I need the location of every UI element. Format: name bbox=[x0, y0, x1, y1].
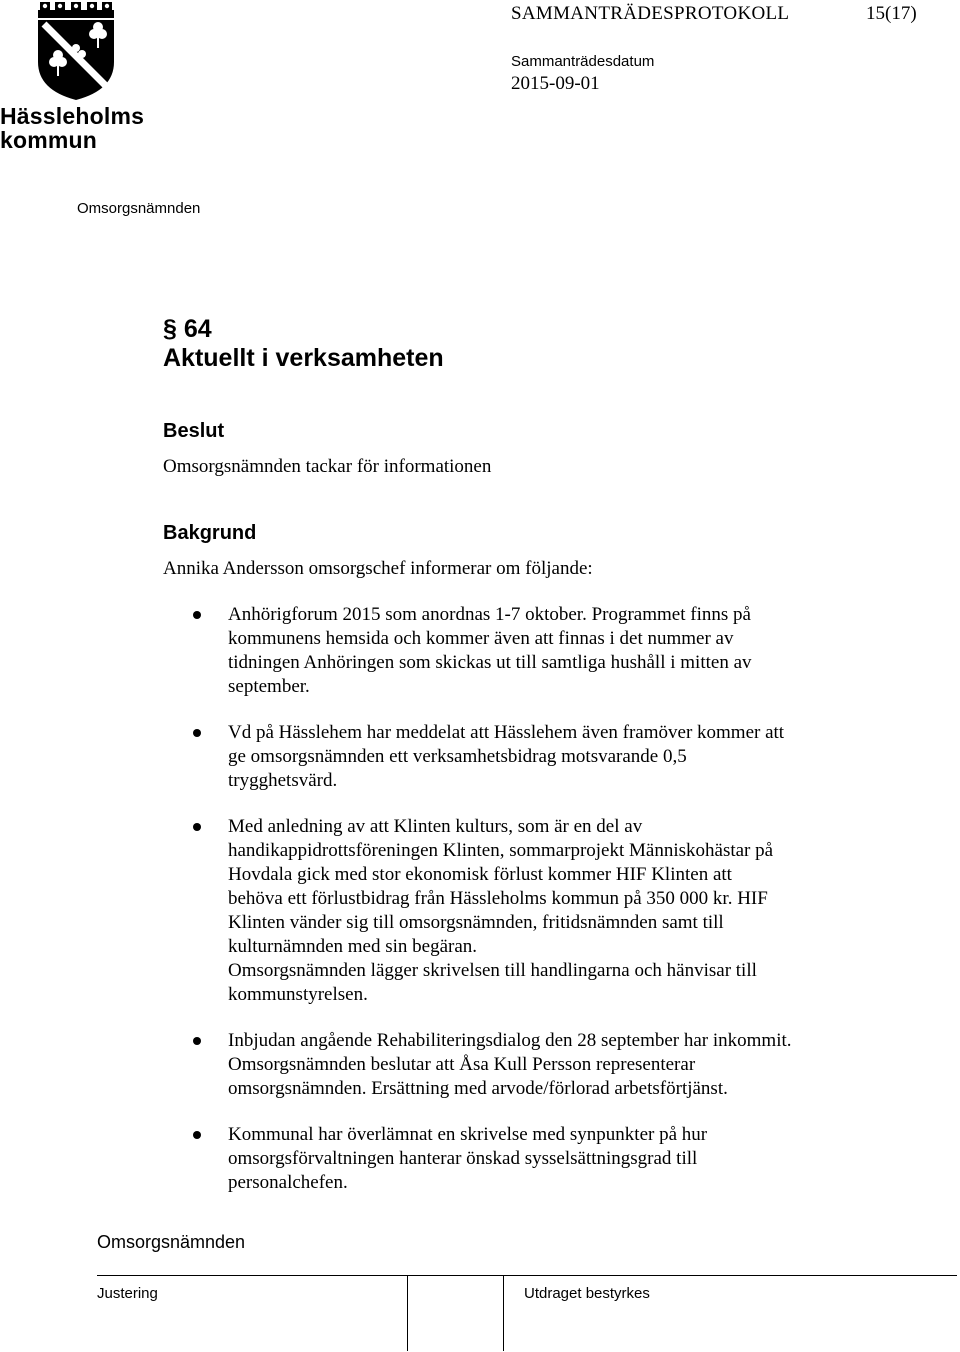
list-item-line: september. bbox=[228, 676, 310, 697]
list-item-line: Kommunal har överlämnat en skrivelse med synpunkter på hur bbox=[228, 1124, 708, 1145]
list-item-line: kommunstyrelsen. bbox=[228, 984, 368, 1005]
list-item-line: kommunens hemsida och kommer även att finnas i det nummer av bbox=[228, 628, 734, 649]
list-item-line: ge omsorgsnämnden ett verksamhetsbidrag motsvarande 0,5 bbox=[228, 746, 687, 767]
bullet-icon bbox=[193, 823, 201, 831]
meeting-date: 2015-09-01 bbox=[511, 73, 600, 94]
page-number: 15(17) bbox=[866, 3, 917, 24]
list-item-line: behöva ett förlustbidrag från Hässleholms kommun på 350 000 kr. HIF bbox=[228, 888, 768, 909]
list-item-line: tidningen Anhöringen som skickas ut till samtliga hushåll i mitten av bbox=[228, 652, 752, 673]
logo-wordmark bbox=[0, 104, 144, 152]
list-item-line: Omsorgsnämnden beslutar att Åsa Kull Persson representerar bbox=[228, 1054, 696, 1075]
coat-of-arms-icon bbox=[36, 0, 116, 100]
list-item bbox=[193, 603, 853, 699]
list-item-line: trygghetsvärd. bbox=[228, 770, 338, 791]
list-item bbox=[193, 1123, 853, 1195]
beslut-heading: Beslut bbox=[163, 420, 225, 442]
bullet-icon bbox=[193, 1131, 201, 1139]
bakgrund-heading: Bakgrund bbox=[163, 522, 257, 544]
signature-divider bbox=[503, 1275, 504, 1351]
list-item-line: handikappidrottsföreningen Klinten, sommarprojekt Människohästar på bbox=[228, 840, 774, 861]
bullet-icon bbox=[193, 1037, 201, 1045]
list-item-line: Vd på Hässlehem har meddelat att Hässlehem även framöver kommer att bbox=[228, 722, 785, 743]
list-item bbox=[193, 815, 853, 1007]
section-title: Aktuellt i verksamheten bbox=[163, 344, 444, 372]
list-item bbox=[193, 721, 853, 793]
bullet-list bbox=[193, 603, 853, 1217]
logo-line-2: kommun bbox=[0, 127, 98, 153]
utdraget-label: Utdraget bestyrkes bbox=[524, 1285, 650, 1302]
list-item-line: omsorgsförvaltningen hanterar önskad sysselsättningsgrad till bbox=[228, 1148, 698, 1169]
committee-name: Omsorgsnämnden bbox=[77, 200, 201, 217]
section-number: § 64 bbox=[163, 315, 212, 343]
logo-line-1: Hässleholms bbox=[0, 103, 145, 129]
municipality-logo bbox=[0, 0, 150, 155]
meeting-date-label: Sammanträdesdatum bbox=[511, 53, 655, 70]
bullet-icon bbox=[193, 611, 201, 619]
justering-label: Justering bbox=[97, 1285, 158, 1302]
list-item-line: Omsorgsnämnden lägger skrivelsen till handlingarna och hänvisar till bbox=[228, 960, 757, 981]
list-item-line: Klinten vänder sig till omsorgsnämnden, fritidsnämnden samt till bbox=[228, 912, 724, 933]
list-item-line: Inbjudan angående Rehabiliteringsdialog den 28 september har inkommit. bbox=[228, 1030, 792, 1051]
list-item-line: kulturnämnden med sin begäran. bbox=[228, 936, 478, 957]
list-item bbox=[193, 1029, 853, 1101]
footer-committee: Omsorgsnämnden bbox=[97, 1232, 246, 1252]
bullet-icon bbox=[193, 729, 201, 737]
document-type: SAMMANTRÄDESPROTOKOLL bbox=[511, 3, 790, 24]
list-item-line: personalchefen. bbox=[228, 1172, 348, 1193]
signature-divider bbox=[407, 1275, 408, 1351]
list-item-line: Anhörigforum 2015 som anordnas 1-7 oktober. Programmet finns på bbox=[228, 604, 751, 625]
list-item-line: Med anledning av att Klinten kulturs, som är en del av bbox=[228, 816, 643, 837]
bakgrund-intro: Annika Andersson omsorgschef informerar om följande: bbox=[163, 558, 593, 579]
beslut-text: Omsorgsnämnden tackar för informationen bbox=[163, 456, 492, 477]
list-item-line: omsorgsnämnden. Ersättning med arvode/förlorad arbetsförtjänst. bbox=[228, 1078, 728, 1099]
list-item-line: Hovdala gick med stor ekonomisk förlust kommer HIF Klinten att bbox=[228, 864, 732, 885]
